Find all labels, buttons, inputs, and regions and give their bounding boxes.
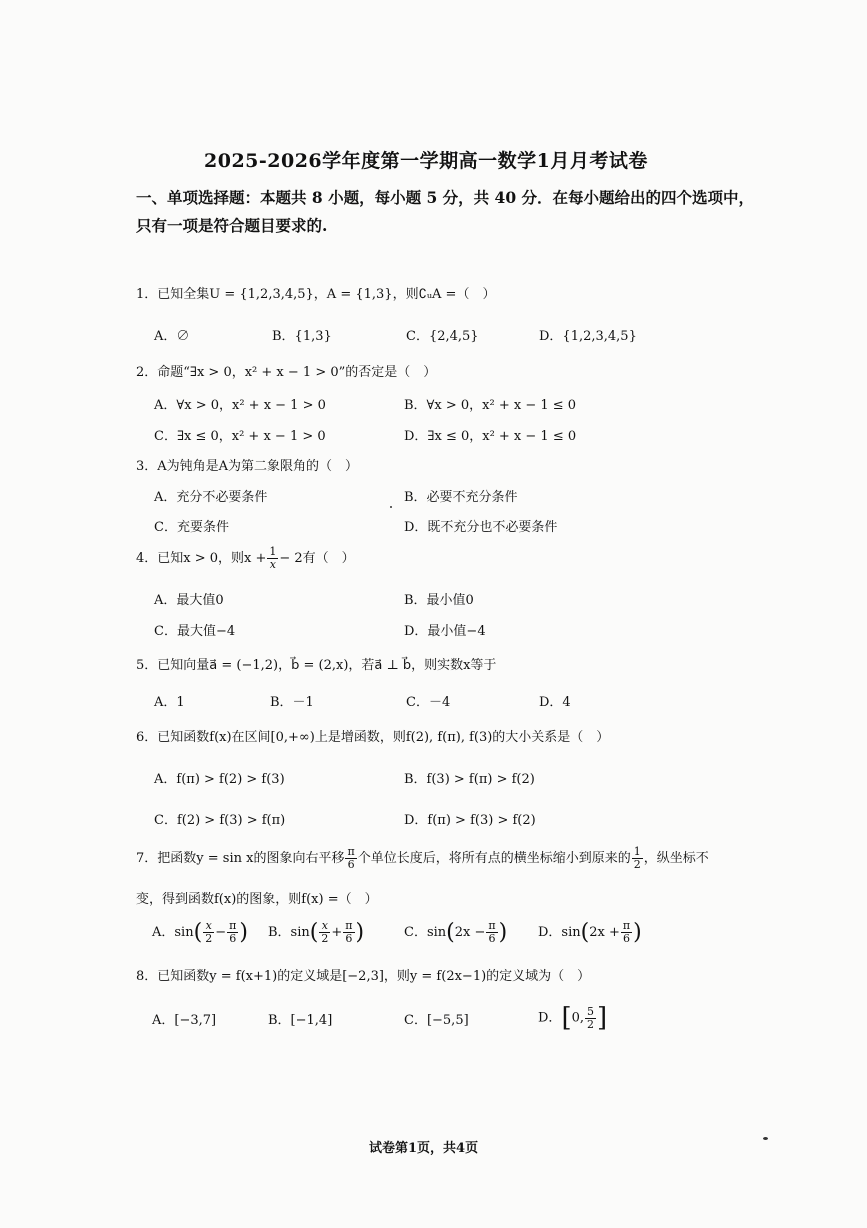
fraction-denominator: 6 bbox=[229, 932, 237, 945]
question-7-scale-numerator: 1 bbox=[633, 845, 641, 858]
question-7-stem-end: ，纵坐标不 bbox=[643, 851, 709, 866]
question-5-stem: 5．已知向量a⃗ = (−1,2)，b⃗ = (2,x)，若a⃗ ⊥ b⃗，则实数x等于 bbox=[136, 658, 497, 673]
question-4-stem-start: 4．已知x > 0，则x + bbox=[136, 551, 267, 566]
question-8-stem: 8．已知函数y = f(x+1)的定义域是[−2,3]，则y = f(2x−1)的定义域为（ ） bbox=[136, 969, 591, 984]
question-1-option-a: A．∅ bbox=[154, 329, 190, 344]
question-1-option-c: C．{2,4,5} bbox=[406, 329, 479, 344]
question-7-scale-fraction bbox=[632, 846, 643, 871]
question-7-stem-line2: 变，得到函数f(x)的图象，则f(x) =（ ） bbox=[136, 892, 378, 907]
question-3-option-c: C．充要条件 bbox=[154, 520, 229, 535]
operator: + bbox=[331, 925, 343, 940]
question-1-stem: 1．已知全集U = {1,2,3,4,5}，A = {1,3}，则∁ᵤA =（ ） bbox=[136, 287, 496, 302]
fraction-numerator: x bbox=[203, 920, 214, 933]
question-4-option-d: D．最小值−4 bbox=[404, 624, 486, 639]
fraction-numerator: π bbox=[622, 919, 631, 932]
section-heading-line2: 只有一项是符合题目要求的. bbox=[136, 216, 328, 235]
question-8-option-b: B．[−1,4] bbox=[268, 1013, 333, 1028]
question-7-stem-start: 7．把函数y = sin x的图象向右平移 bbox=[136, 851, 345, 866]
question-8-option-a: A．[−3,7] bbox=[152, 1013, 217, 1028]
question-7-option-c: C．sin(2x − $\frac{\pi}{6}$ ) bbox=[404, 919, 508, 945]
fraction-denominator: 2 bbox=[587, 1017, 594, 1031]
question-4-option-b: B．最小值0 bbox=[404, 593, 474, 608]
fraction-denominator: 6 bbox=[488, 932, 496, 945]
question-3-option-d: D．既不充分也不必要条件 bbox=[404, 520, 558, 535]
fraction-numerator: π bbox=[345, 919, 353, 932]
question-7-option-a: A．sin( $\frac{x}{2}$ − $\frac{\pi}{6}$ ) bbox=[152, 919, 248, 945]
fraction-denominator: 2 bbox=[205, 932, 213, 945]
page-footer: 试卷第1页，共4页 bbox=[369, 1141, 479, 1156]
question-7-stem-line1 bbox=[136, 846, 709, 871]
question-5-option-a: A．1 bbox=[154, 695, 185, 710]
question-6-stem: 6．已知函数f(x)在区间[0,+∞)上是增函数，则f(2), f(π), f(3)的大小关系是（ ） bbox=[136, 730, 610, 745]
question-4-fraction bbox=[267, 546, 278, 571]
question-2-option-a: A．∀x > 0，x² + x − 1 > 0 bbox=[154, 398, 326, 413]
question-5-option-c: C．－4 bbox=[406, 695, 451, 710]
fraction-numerator: π bbox=[488, 919, 496, 932]
question-6-option-c: C．f(2) > f(3) > f(π) bbox=[154, 813, 286, 828]
question-4-option-a: A．最大值0 bbox=[154, 593, 224, 608]
question-2-stem: 2．命题“∃x > 0，x² + x − 1 > 0”的否定是（ ） bbox=[136, 365, 437, 380]
question-4-fraction-denominator: x bbox=[269, 558, 276, 571]
question-7-option-d: D．sin(2x + $\frac{\pi}{6}$ ) bbox=[538, 919, 642, 945]
question-5-option-d: D．4 bbox=[539, 695, 571, 710]
question-3-stem: 3．A为钝角是A为第二象限角的（ ） bbox=[136, 459, 359, 474]
option-label: D．sin bbox=[538, 925, 581, 940]
linear-term: 2x + bbox=[589, 925, 620, 940]
question-1-option-b: B．{1,3} bbox=[272, 329, 332, 344]
question-7-scale-denominator: 2 bbox=[633, 858, 641, 871]
question-4-stem-end: − 2有（ ） bbox=[279, 551, 355, 566]
option-label: A．sin bbox=[152, 925, 194, 940]
fraction-numerator: π bbox=[229, 919, 237, 932]
question-4-option-c: C．最大值−4 bbox=[154, 624, 236, 639]
question-4-stem bbox=[136, 546, 355, 571]
question-7-shift-denominator: 6 bbox=[347, 858, 355, 871]
question-2-option-b: B．∀x > 0，x² + x − 1 ≤ 0 bbox=[404, 398, 577, 413]
question-2-option-c: C．∃x ≤ 0，x² + x − 1 > 0 bbox=[154, 429, 326, 444]
question-5-option-b: B．－1 bbox=[270, 695, 314, 710]
option-label: B．sin bbox=[268, 925, 310, 940]
question-2-option-d: D．∃x ≤ 0，x² + x − 1 ≤ 0 bbox=[404, 429, 577, 444]
option-label: D． bbox=[538, 1010, 562, 1026]
fraction-denominator: 6 bbox=[345, 932, 353, 945]
question-6-option-a: A．f(π) > f(2) > f(3) bbox=[154, 772, 285, 787]
option-label: C．sin bbox=[404, 925, 447, 940]
question-4-fraction-numerator: 1 bbox=[269, 545, 277, 558]
scan-speck bbox=[390, 506, 392, 508]
question-3-option-a: A．充分不必要条件 bbox=[154, 490, 268, 505]
question-7-option-b: B．sin( $\frac{x}{2}$ + $\frac{\pi}{6}$ ) bbox=[268, 919, 365, 945]
question-3-option-b: B．必要不充分条件 bbox=[404, 490, 518, 505]
fraction-numerator: 5 bbox=[587, 1004, 594, 1018]
fraction-numerator: x bbox=[319, 920, 330, 933]
question-7-stem-middle: 个单位长度后，将所有点的横坐标缩小到原来的 bbox=[357, 851, 631, 866]
interval-start: 0, bbox=[571, 1010, 584, 1026]
question-8-option-c: C．[−5,5] bbox=[404, 1013, 469, 1028]
question-7-shift-fraction bbox=[345, 846, 356, 871]
operator: − bbox=[215, 925, 227, 940]
question-8-option-d: D．[0, $\frac{5}{2}$ ] bbox=[538, 1003, 608, 1033]
question-1-option-d: D．{1,2,3,4,5} bbox=[539, 329, 637, 344]
question-6-option-d: D．f(π) > f(3) > f(2) bbox=[404, 813, 536, 828]
question-7-shift-numerator: π bbox=[347, 845, 355, 858]
fraction-denominator: 6 bbox=[622, 932, 630, 945]
question-6-option-b: B．f(3) > f(π) > f(2) bbox=[404, 772, 535, 787]
linear-term: 2x − bbox=[454, 925, 486, 940]
scan-speck bbox=[763, 1137, 768, 1140]
exam-title: 2025-2026学年度第一学期高一数学1月月考试卷 bbox=[204, 150, 648, 172]
section-heading-line1: 一、单项选择题：本题共 8 小题，每小题 5 分，共 40 分．在每小题给出的四个选项中， bbox=[136, 188, 755, 207]
fraction-denominator: 2 bbox=[321, 932, 329, 945]
